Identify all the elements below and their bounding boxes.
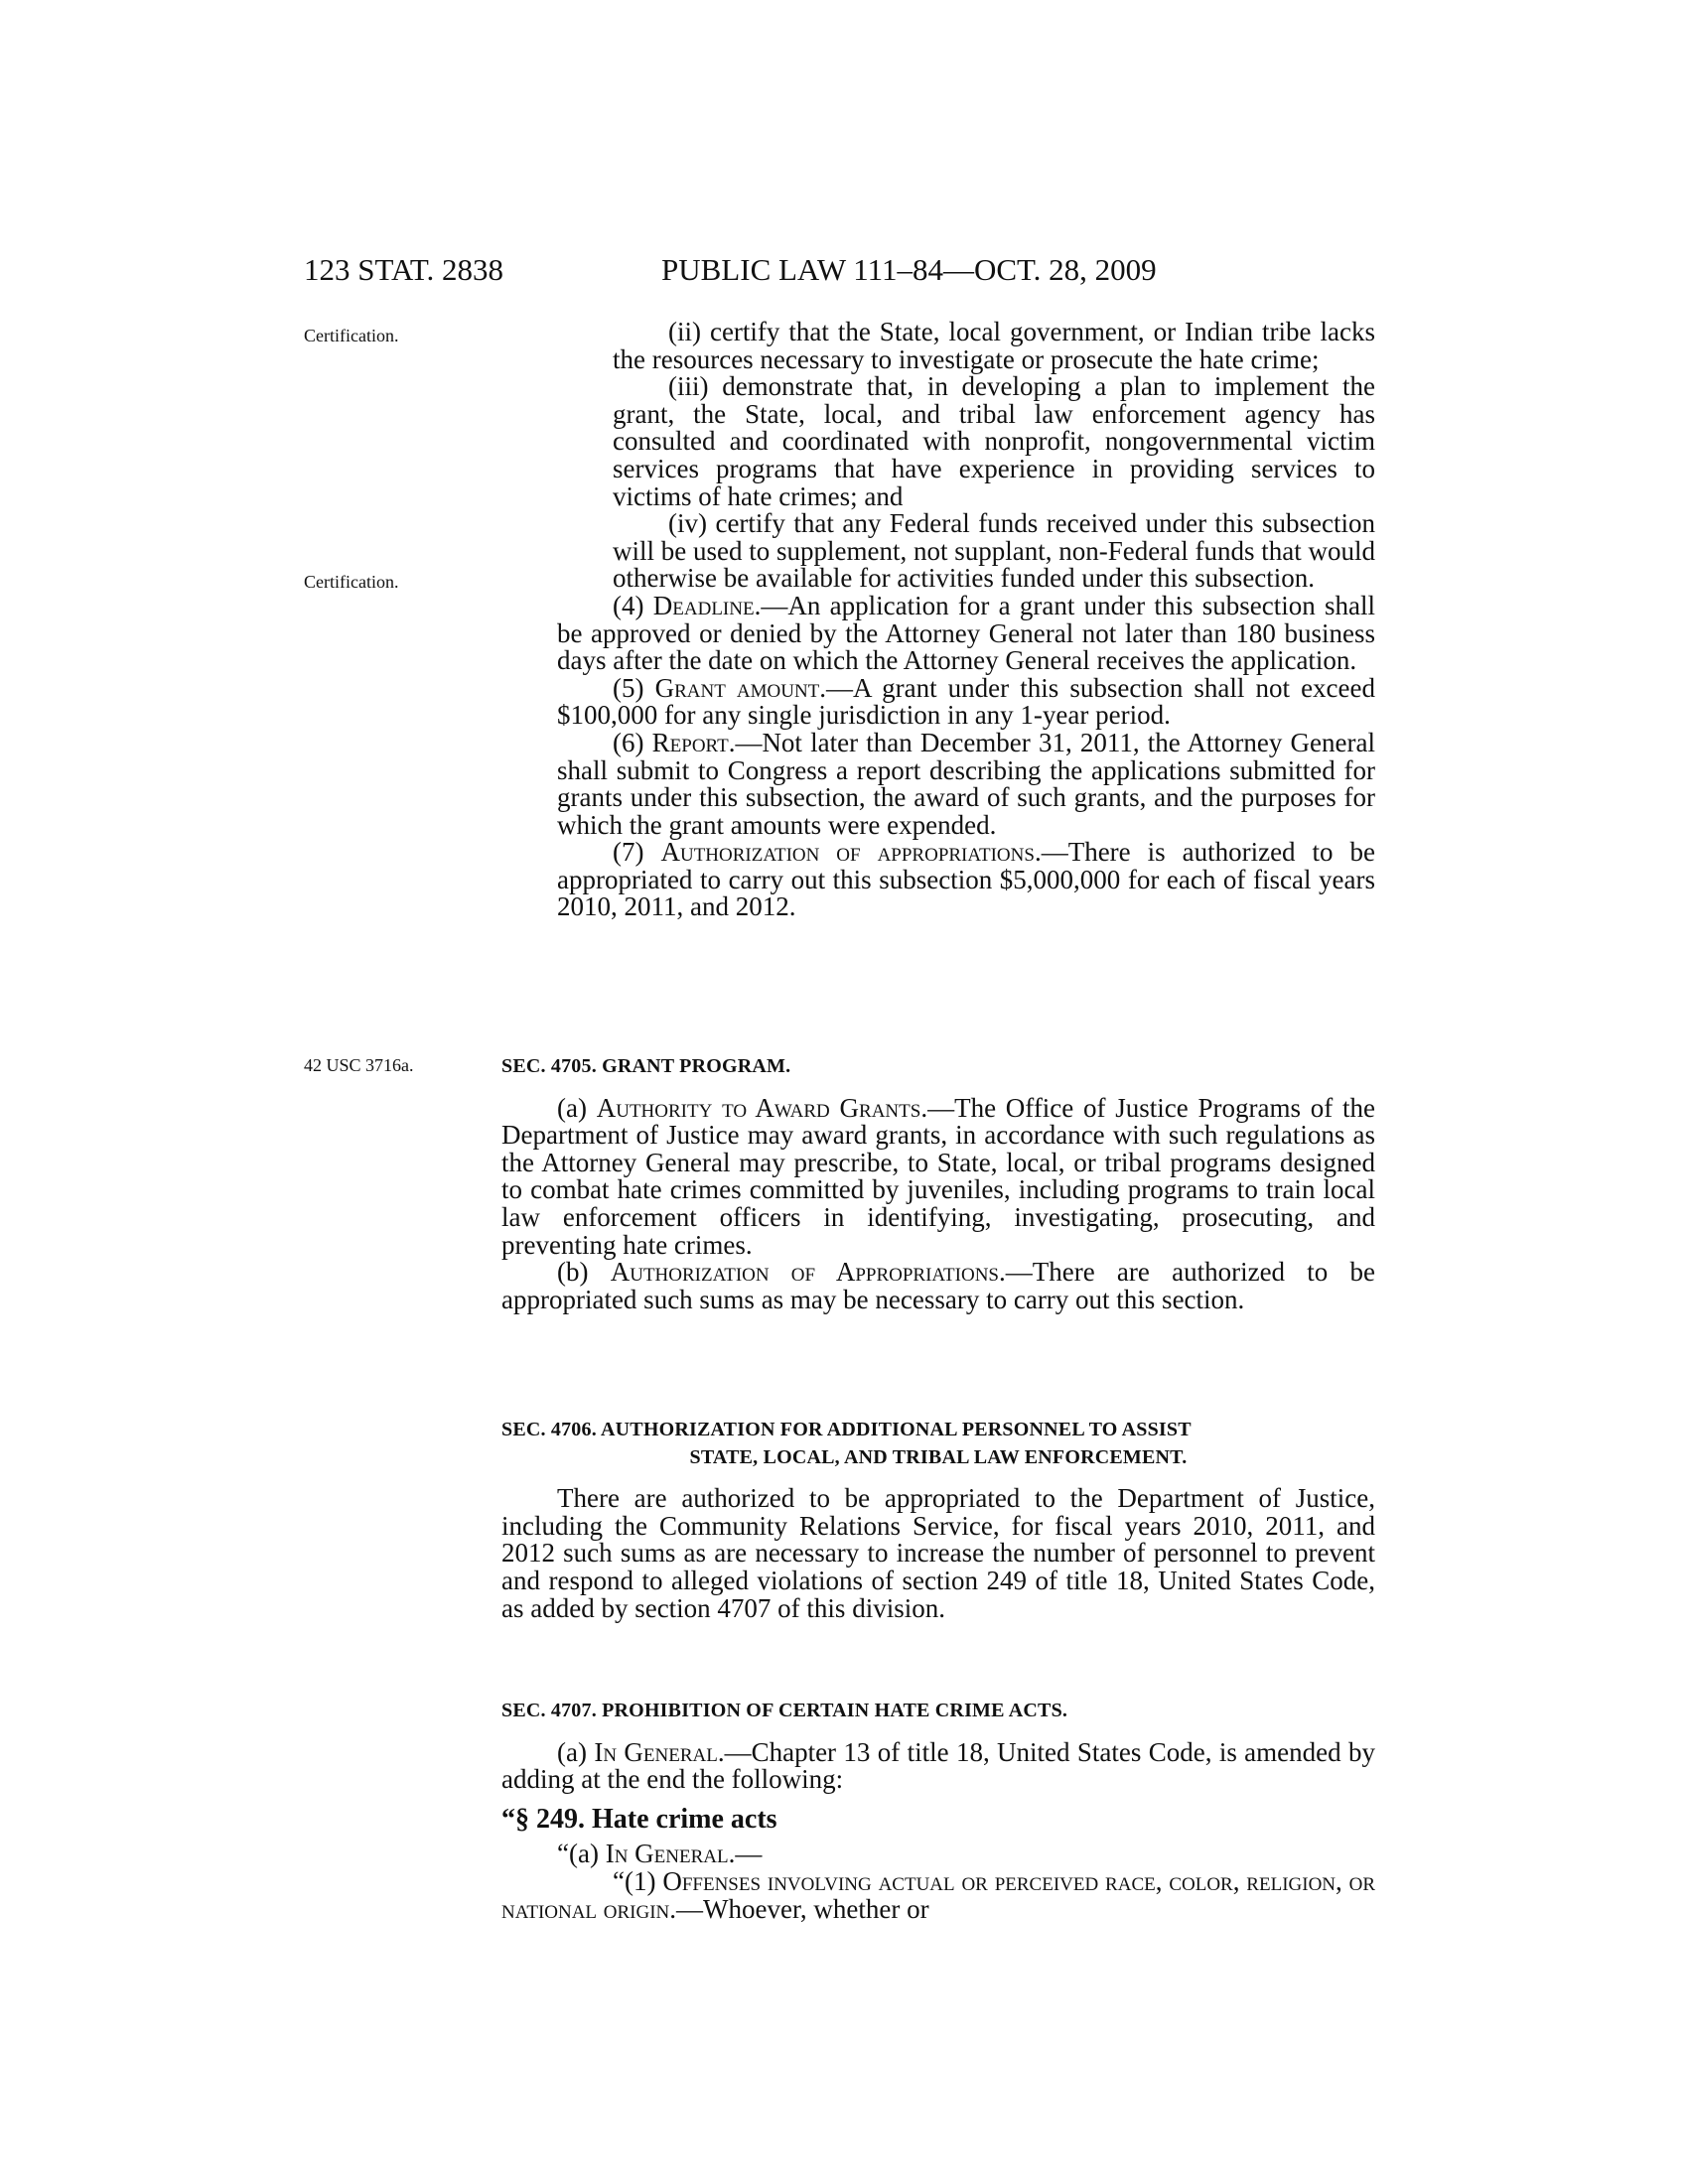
- margin-note-certification: Certification.: [304, 326, 399, 345]
- section-heading: SEC. 4706. AUTHORIZATION FOR ADDITIONAL PERSONNEL TO ASSIST: [501, 1419, 1192, 1440]
- margin-note-certification: Certification.: [304, 572, 399, 592]
- paragraph-7-authorization: (7) Authorization of appropriations.—There is authorized to be appropriated to carry out this subsection $5,000,000 for each of fiscal years 2010, 2011, and 2012.: [557, 837, 1375, 922]
- body-text: [501, 319, 1375, 921]
- page-stat-number: 123 STAT. 2838: [304, 252, 504, 287]
- clauses-block: [501, 319, 1375, 593]
- section-heading: SEC. 4705. GRANT PROGRAM.: [501, 1055, 791, 1077]
- clause-iv: (iv) certify that any Federal funds received under this subsection will be used to supplement, not supplant, non-Federal funds that would otherwise be available for activities funded under this subsection.: [613, 508, 1375, 594]
- paragraph-6-report: (6) Report.—Not later than December 31, 2011, the Attorney General shall submit to Congress a report describing the applications submitted for grants under this subsection, the award of such grants, and the purposes for which the grant amounts were expended.: [557, 727, 1375, 840]
- section-4705: [501, 1053, 1375, 1313]
- clause-iii: (iii) demonstrate that, in developing a plan to implement the grant, the State, local, and tribal law enforcement agency has consulted and coordinated with nonprofit, nongovernmental victim services programs that have experience in providing services to victims of hate crimes; and: [613, 371, 1375, 511]
- subsection-a: (a) Authority to Award Grants.—The Office of Justice Programs of the Department of Justice may award grants, in accordance with such regulations as the Attorney General may prescribe, to State, local, or tribal programs designed to combat hate crimes committed by juveniles, including programs to train local law enforcement officers in identifying, investigating, prosecuting, and preventing hate crimes.: [501, 1092, 1375, 1260]
- page-title: PUBLIC LAW 111–84—OCT. 28, 2009: [661, 252, 1157, 287]
- paragraphs-block: [501, 590, 1376, 922]
- subsection-b: (b) Authorization of Appropriations.—There are authorized to be appropriated such sums as may be necessary to carry out this section.: [501, 1257, 1376, 1314]
- section-4707: [501, 1698, 1375, 1923]
- paragraph-4-deadline: (4) Deadline.—An application for a grant under this subsection shall be approved or denied by the Attorney General not later than 180 business days after the date on which the Attorney General receives the application.: [557, 590, 1375, 676]
- inserted-section-heading: “§ 249. Hate crime acts: [501, 1803, 777, 1835]
- margin-note-usc: 42 USC 3716a.: [304, 1055, 414, 1075]
- section-heading: SEC. 4707. PROHIBITION OF CERTAIN HATE CRIME ACTS.: [501, 1700, 1068, 1721]
- section-4706: [501, 1417, 1375, 1622]
- inserted-subsection-a: “(a) In General.—: [557, 1839, 763, 1869]
- paragraph-5-grant-amount: (5) Grant amount.—A grant under this subsection shall not exceed $100,000 for any single jurisdiction in any 1-year period.: [557, 672, 1376, 731]
- clause-ii: (ii) certify that the State, local government, or Indian tribe lacks the resources necessary to investigate or prosecute the hate crime;: [613, 317, 1375, 374]
- section-heading-continued: STATE, LOCAL, AND TRIBAL LAW ENFORCEMENT.: [689, 1445, 1188, 1468]
- inserted-paragraph-1: “(1) Offenses involving actual or perceived race, color, religion, or national origin.—Whoever, whether or: [501, 1865, 1376, 1924]
- section-text: There are authorized to be appropriated to the Department of Justice, including the Community Relations Service, for fiscal years 2010, 2011, and 2012 such sums as are necessary to increase the number of personnel to prevent and respond to alleged violations of section 249 of title 18, United States Code, as added by section 4707 of this division.: [501, 1483, 1375, 1623]
- subsection-a: (a) In General.—Chapter 13 of title 18, United States Code, is amended by adding at the end the following:: [501, 1736, 1375, 1795]
